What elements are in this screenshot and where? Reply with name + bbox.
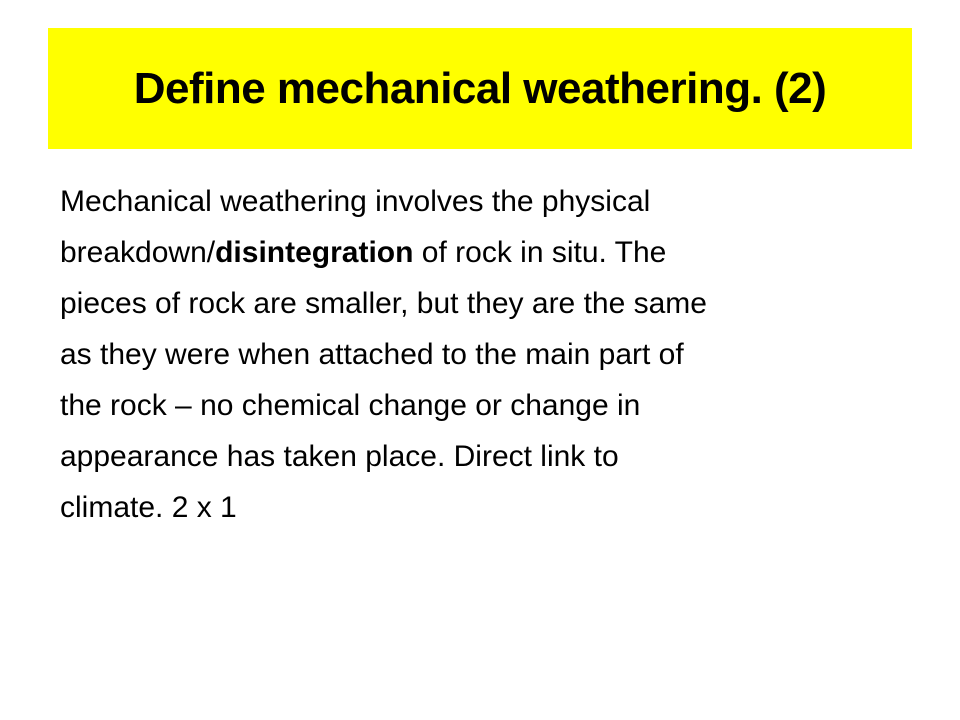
title-band bbox=[48, 28, 912, 149]
body-line-3: pieces of rock are smaller, but they are the same bbox=[60, 287, 707, 320]
body-line-1: Mechanical weathering involves the physical bbox=[60, 185, 651, 218]
body-line-6: appearance has taken place. Direct link to bbox=[60, 440, 619, 473]
body-line-5: the rock – no chemical change or change in bbox=[60, 389, 641, 422]
emphasis-disintegration: disintegration bbox=[215, 236, 414, 269]
body-line-7: climate. 2 x 1 bbox=[60, 491, 237, 524]
body-line-4: as they were when attached to the main part of bbox=[60, 338, 684, 371]
body-line-2-start: breakdown/ bbox=[60, 236, 216, 269]
body-line-2 bbox=[60, 227, 906, 278]
slide-title: Define mechanical weathering. (2) bbox=[133, 63, 827, 113]
body-line-2-end: of rock in situ. The bbox=[413, 236, 667, 269]
slide-body bbox=[60, 176, 906, 533]
